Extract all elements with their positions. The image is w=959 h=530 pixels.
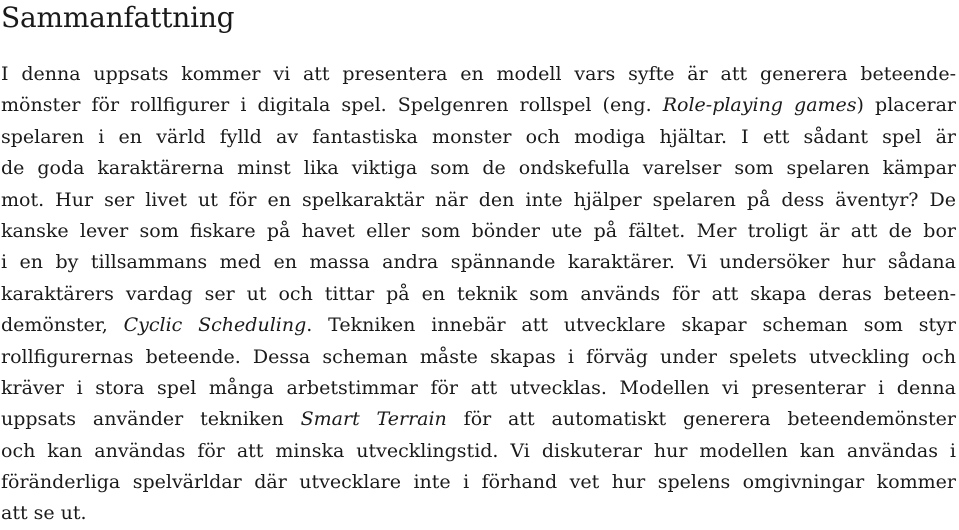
text-line	[1, 342, 956, 373]
italic-term: Role-playing games	[662, 94, 857, 117]
text-line	[1, 122, 956, 153]
text-segment: ) placerar	[856, 94, 956, 117]
text-segment: demönster,	[1, 314, 124, 337]
text-segment: uppsats använder tekniken	[1, 408, 301, 431]
text-segment: spelaren i en värld fylld av fantastiska monster och modiga hjältar. I ett sådant spel är	[1, 125, 956, 148]
text-line	[1, 498, 956, 529]
abstract-paragraph	[1, 59, 956, 530]
text-segment: föränderliga spelvärldar där utvecklare inte i förhand vet hur spelens omgivningar kommer	[1, 471, 956, 494]
text-line	[1, 90, 956, 121]
text-segment: att se ut.	[1, 502, 87, 525]
text-line	[1, 247, 956, 278]
text-segment: i en by tillsammans med en massa andra spännande karaktärer. Vi undersöker hur sådana	[1, 251, 956, 274]
italic-term: Cyclic Scheduling	[123, 314, 307, 337]
text-line	[1, 153, 956, 184]
text-line	[1, 404, 956, 435]
text-segment: karaktärers vardag ser ut och tittar på en teknik som används för att skapa deras beteen-	[1, 282, 956, 305]
text-line	[1, 59, 956, 90]
text-segment: de goda karaktärerna minst lika viktiga som de ondskefulla varelser som spelaren kämpar	[1, 157, 956, 180]
text-line	[1, 185, 956, 216]
text-segment: kräver i stora spel många arbetstimmar för att utvecklas. Modellen vi presenterar i denna	[1, 376, 956, 399]
text-segment: I denna uppsats kommer vi att presentera en modell vars syfte är att generera beteende-	[1, 63, 956, 85]
text-line	[1, 279, 956, 310]
text-line	[1, 310, 956, 341]
text-segment: . Tekniken innebär att utvecklare skapar scheman som styr	[306, 314, 956, 337]
text-segment: rollfigurernas beteende. Dessa scheman måste skapas i förväg under spelets utveckling och	[1, 345, 956, 368]
text-segment: mönster för rollfigurer i digitala spel. Spelgenren rollspel (eng.	[1, 94, 663, 117]
text-segment: och kan användas för att minska utvecklingstid. Vi diskuterar hur modellen kan användas i	[1, 439, 956, 462]
text-line	[1, 373, 956, 404]
text-line	[1, 216, 956, 247]
text-segment: kanske lever som fiskare på havet eller som bönder ute på fältet. Mer troligt är att de bor	[1, 219, 956, 242]
text-segment: för att automatiskt generera beteendemönster	[446, 408, 956, 431]
italic-term: Smart Terrain	[300, 408, 447, 431]
text-segment: mot. Hur ser livet ut för en spelkaraktär när den inte hjälper spelaren på dess äventyr? De	[1, 188, 956, 211]
section-heading: Sammanfattning	[1, 1, 235, 34]
text-line	[1, 467, 956, 498]
text-line	[1, 436, 956, 467]
